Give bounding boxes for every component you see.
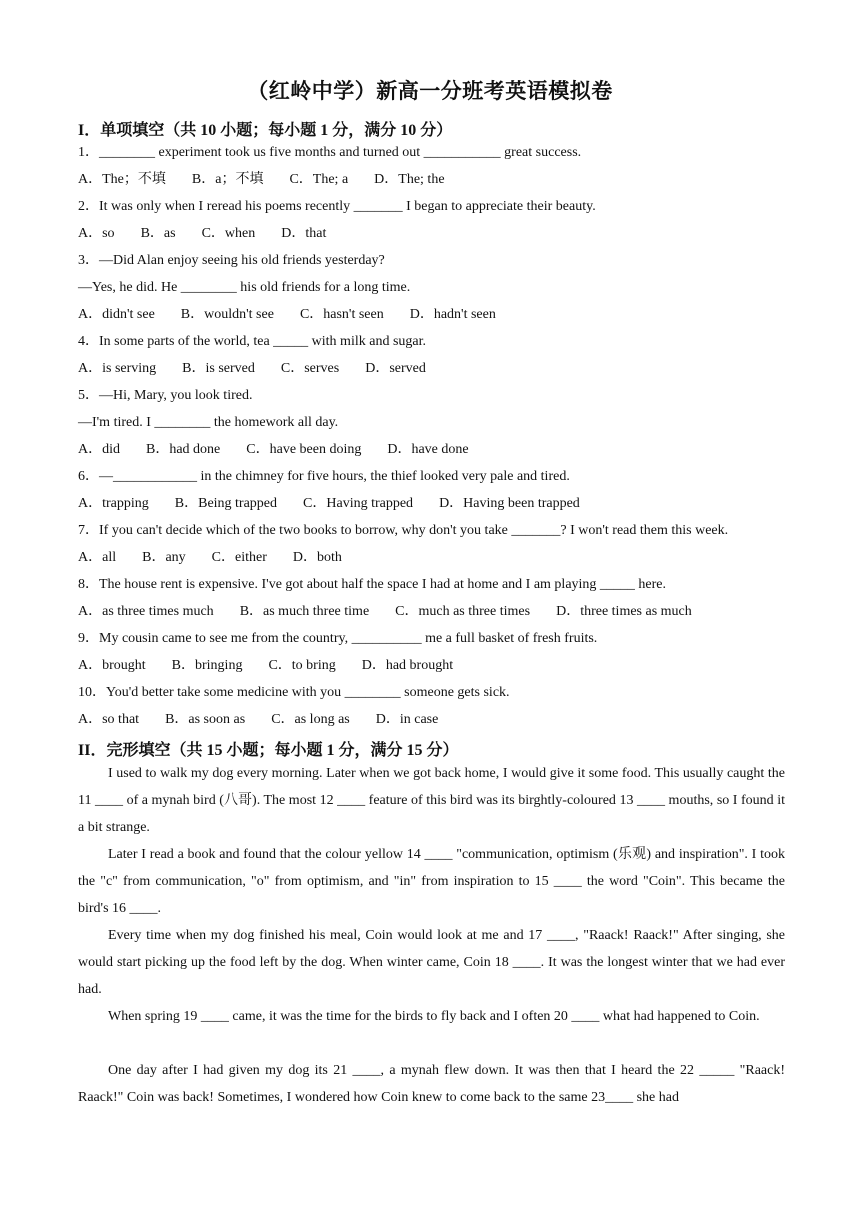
question-stem-reply: —I'm tired. I ________ the homework all day. bbox=[78, 415, 339, 430]
question-stem: 5．—Hi, Mary, you look tired. bbox=[78, 388, 253, 403]
cloze-paragraph: Every time when my dog finished his meal, Coin would look at me and 17 ____, "Raack! Raack!" After singing, she would start picking up the food left by the dog. When winter came, Coin 18 ____. It was the longest winter that we had ever had. bbox=[78, 928, 785, 997]
option-c: C．The; a bbox=[289, 172, 349, 187]
question-stem: 7．If you can't decide which of the two books to borrow, why don't you take _______? I won't read them this week. bbox=[78, 523, 729, 538]
option-b: B．as bbox=[140, 226, 176, 241]
question-stem: 1．________ experiment took us five months and turned out ___________ great success. bbox=[78, 145, 582, 160]
question-stem: 9．My cousin came to see me from the country, __________ me a full basket of fresh fruits. bbox=[78, 631, 598, 646]
question-options bbox=[78, 549, 368, 567]
option-b: B．Being trapped bbox=[174, 496, 278, 511]
question-options bbox=[78, 171, 471, 189]
option-c: C．serves bbox=[280, 361, 340, 376]
option-a: A．so that bbox=[78, 712, 140, 727]
option-d: D．Having been trapped bbox=[439, 496, 580, 511]
section-1-heading: I．单项填空（共 10 小题；每小题 1 分，满分 10 分） bbox=[78, 122, 453, 139]
question-options bbox=[78, 495, 606, 513]
option-b: B．is served bbox=[182, 361, 255, 376]
question-stem-reply: —Yes, he did. He ________ his old friends for a long time. bbox=[78, 280, 411, 295]
option-c: C．to bring bbox=[268, 658, 336, 673]
option-c: C．either bbox=[211, 550, 267, 565]
option-c: C．Having trapped bbox=[303, 496, 414, 511]
option-a: A．as three times much bbox=[78, 604, 214, 619]
section-2-heading: II．完形填空（共 15 小题；每小题 1 分，满分 15 分） bbox=[78, 742, 459, 759]
option-c: C．as long as bbox=[271, 712, 350, 727]
option-d: D．in case bbox=[375, 712, 439, 727]
option-a: A．trapping bbox=[78, 496, 149, 511]
question-stem: 6．—____________ in the chimney for five hours, the thief looked very pale and tired. bbox=[78, 469, 570, 484]
option-d: D．that bbox=[281, 226, 327, 241]
option-a: A．all bbox=[78, 550, 117, 565]
question-options bbox=[78, 711, 464, 729]
cloze-paragraph: I used to walk my dog every morning. Later when we got back home, I would give it some food. This usually caught the 11 ____ of a mynah bird (八哥). The most 12 ____ feature of this bird was its birghtly-coloured 13 ____ mouths, so I found it a bit strange. bbox=[78, 766, 785, 835]
question-stem: 8．The house rent is expensive. I've got about half the space I had at home and I am playing _____ here. bbox=[78, 577, 667, 592]
question-stem: 2．It was only when I reread his poems recently _______ I began to appreciate their beauty. bbox=[78, 199, 596, 214]
option-d: D．have done bbox=[387, 442, 469, 457]
option-a: A．The；不填 bbox=[78, 172, 166, 187]
option-b: B．a；不填 bbox=[191, 172, 264, 187]
question-options bbox=[78, 603, 718, 621]
option-b: B．had done bbox=[146, 442, 221, 457]
option-c: C．much as three times bbox=[395, 604, 531, 619]
question-options bbox=[78, 360, 452, 378]
option-a: A．brought bbox=[78, 658, 146, 673]
question-options bbox=[78, 657, 479, 675]
option-d: D．had brought bbox=[361, 658, 454, 673]
option-b: B．as much three time bbox=[239, 604, 370, 619]
option-d: D．hadn't seen bbox=[409, 307, 496, 322]
option-c: C．have been doing bbox=[246, 442, 362, 457]
option-a: A．so bbox=[78, 226, 115, 241]
option-b: B．wouldn't see bbox=[180, 307, 274, 322]
option-d: D．three times as much bbox=[556, 604, 692, 619]
question-stem: 10．You'd better take some medicine with you ________ someone gets sick. bbox=[78, 685, 510, 700]
option-c: C．when bbox=[201, 226, 256, 241]
question-options bbox=[78, 225, 352, 243]
option-d: D．both bbox=[292, 550, 342, 565]
option-b: B．bringing bbox=[171, 658, 243, 673]
option-b: B．any bbox=[142, 550, 186, 565]
cloze-paragraph: When spring 19 ____ came, it was the time for the birds to fly back and I often 20 ____ what had happened to Coin. bbox=[108, 1009, 760, 1024]
cloze-paragraph: Later I read a book and found that the colour yellow 14 ____ "communication, optimism (乐观) and inspiration". I took the "c" from communication, "o" from optimism, and "in" from inspiration to 15 ____ the word "Coin". This became the bird's 16 ____. bbox=[78, 847, 785, 916]
option-d: D．The; the bbox=[374, 172, 445, 187]
option-d: D．served bbox=[365, 361, 426, 376]
option-a: A．is serving bbox=[78, 361, 157, 376]
option-c: C．hasn't seen bbox=[299, 307, 384, 322]
page-title: （红岭中学）新高一分班考英语模拟卷 bbox=[247, 79, 613, 103]
question-stem: 3．—Did Alan enjoy seeing his old friends yesterday? bbox=[78, 253, 385, 268]
question-stem: 4．In some parts of the world, tea _____ with milk and sugar. bbox=[78, 334, 426, 349]
cloze-paragraph: One day after I had given my dog its 21 ____, a mynah flew down. It was then that I heard the 22 _____ "Raack! Raack!" Coin was back! Sometimes, I wondered how Coin knew to come back to the same 23____ she had bbox=[78, 1063, 785, 1105]
option-a: A．did bbox=[78, 442, 120, 457]
option-b: B．as soon as bbox=[165, 712, 246, 727]
option-a: A．didn't see bbox=[78, 307, 155, 322]
question-options bbox=[78, 441, 495, 459]
question-options bbox=[78, 306, 522, 324]
